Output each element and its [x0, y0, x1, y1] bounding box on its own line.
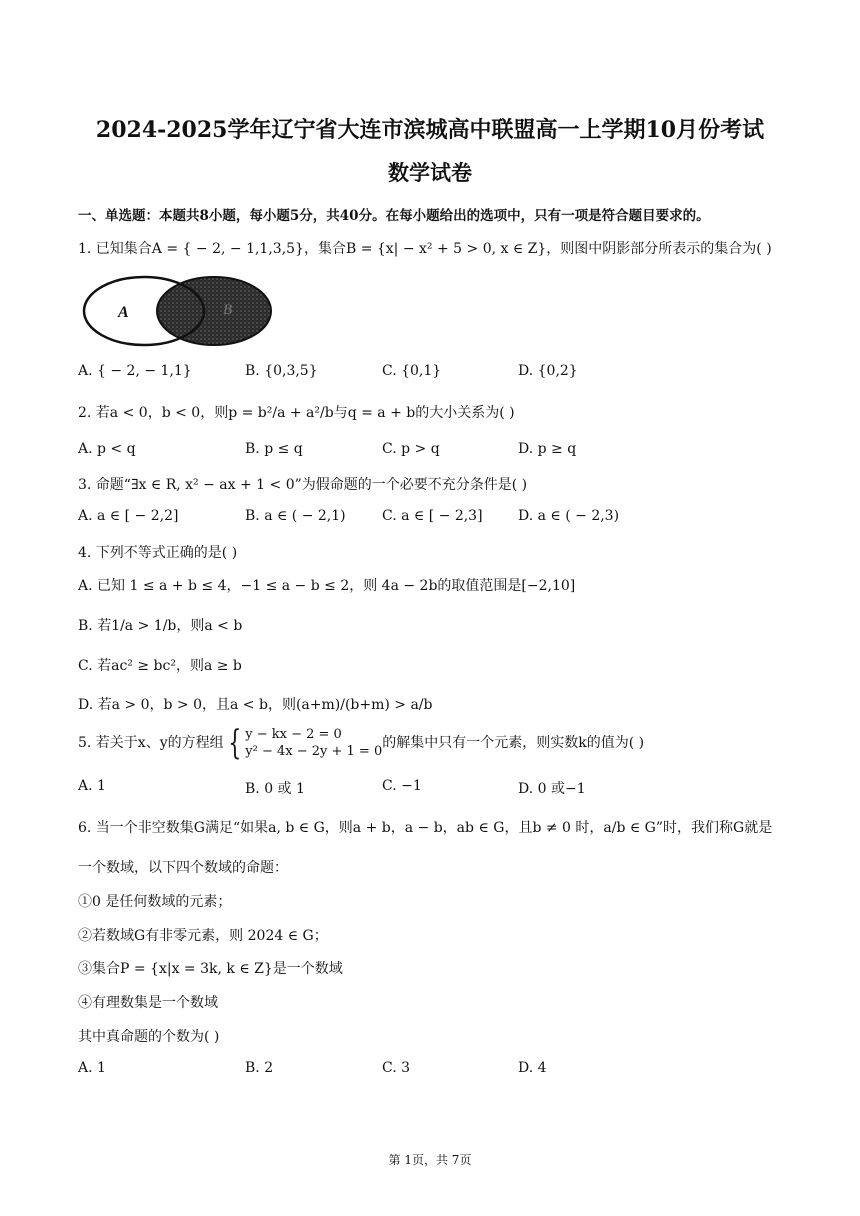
q6-item-1: ①0 是任何数域的元素； [78, 894, 232, 910]
q6-option-b: B. 2 [245, 1060, 274, 1076]
exam-subtitle: 数学试卷 [388, 160, 472, 185]
q6-question: 其中真命题的个数为( ) [78, 1029, 220, 1045]
q6-item-4: ④有理数集是一个数域 [78, 995, 218, 1011]
venn-set-b [157, 277, 271, 345]
q6-option-a: A. 1 [78, 1060, 106, 1076]
q4-option-b: B. 若1/a > 1/b，则a < b [78, 618, 243, 634]
question-1-stem: 1. 已知集合A = { − 2, − 1,1,3,5}，集合B = {x| − x² + 5 > 0, x ∈ Z}，则图中阴影部分所表示的集合为( ) [78, 241, 772, 257]
q2-option-a: A. p < q [78, 441, 136, 457]
q4-option-c: C. 若ac² ≥ bc²，则a ≥ b [78, 658, 242, 674]
q5-option-c: C. −1 [382, 778, 422, 794]
section-heading: 一、单选题：本题共8小题，每小题5分，共40分。在每小题给出的选项中，只有一项是符合题目要求的。 [78, 208, 710, 224]
equation-system [245, 726, 382, 760]
venn-label-a: A [118, 304, 129, 321]
q6-option-d: D. 4 [518, 1060, 547, 1076]
q4-option-a: A. 已知 1 ≤ a + b ≤ 4，−1 ≤ a − b ≤ 2，则 4a − 2b的取值范围是[−2,10] [78, 578, 576, 594]
q2-option-b: B. p ≤ q [245, 441, 303, 457]
q1-option-a: A. { − 2, − 1,1} [78, 363, 192, 379]
q1-option-b: B. {0,3,5} [245, 363, 318, 379]
q3-option-d: D. a ∈ ( − 2,3) [518, 508, 620, 524]
q4-option-d: D. 若a > 0，b > 0，且a < b，则(a+m)/(b+m) > a/b [78, 697, 433, 713]
q5-stem-suffix: 的解集中只有一个元素，则实数k的值为( ) [382, 735, 645, 751]
q3-option-a: A. a ∈ [ − 2,2] [78, 508, 179, 524]
q5-option-a: A. 1 [78, 778, 106, 794]
question-3-stem: 3. 命题“∃x ∈ R, x² − ax + 1 < 0”为假命题的一个必要不充分条件是( ) [78, 477, 528, 493]
q5-stem-prefix: 5. 若关于x、y的方程组 [78, 735, 224, 751]
exam-title: 2024-2025学年辽宁省大连市滨城高中联盟高一上学期10月份考试 [95, 117, 765, 143]
q6-option-c: C. 3 [382, 1060, 411, 1076]
question-4-stem: 4. 下列不等式正确的是( ) [78, 545, 238, 561]
q5-equation-2: y² − 4x − 2y + 1 = 0 [245, 744, 383, 759]
q1-option-d: D. {0,2} [518, 363, 578, 379]
q1-option-c: C. {0,1} [382, 363, 442, 379]
q5-equation-1: y − kx − 2 = 0 [245, 727, 342, 742]
q5-option-b: B. 0 或 1 [245, 781, 305, 797]
q2-option-c: C. p > q [382, 441, 440, 457]
q2-option-d: D. p ≥ q [518, 441, 577, 457]
venn-label-b: B [223, 302, 233, 318]
question-5-stem [78, 723, 645, 763]
q3-option-b: B. a ∈ ( − 2,1) [245, 508, 346, 524]
q6-item-2: ②若数域G有非零元素，则 2024 ∈ G； [78, 928, 328, 944]
question-6-stem-line2: 一个数域，以下四个数域的命题： [78, 860, 288, 876]
question-6-stem-line1: 6. 当一个非空数集G满足“如果a, b ∈ G，则a + b，a − b，ab ∈ G，且b ≠ 0 时，a/b ∈ G”时，我们称G就是 [78, 820, 773, 836]
brace-symbol: { [227, 723, 241, 763]
q6-item-3: ③集合P = {x|x = 3k, k ∈ Z}是一个数域 [78, 961, 343, 977]
q5-option-d: D. 0 或−1 [518, 781, 586, 797]
question-2-stem: 2. 若a < 0，b < 0，则p = b²/a + a²/b与q = a + b的大小关系为( ) [78, 405, 515, 421]
venn-diagram [80, 274, 280, 348]
page-footer: 第 1页，共 7页 [388, 1153, 472, 1167]
q3-option-c: C. a ∈ [ − 2,3] [382, 508, 483, 524]
